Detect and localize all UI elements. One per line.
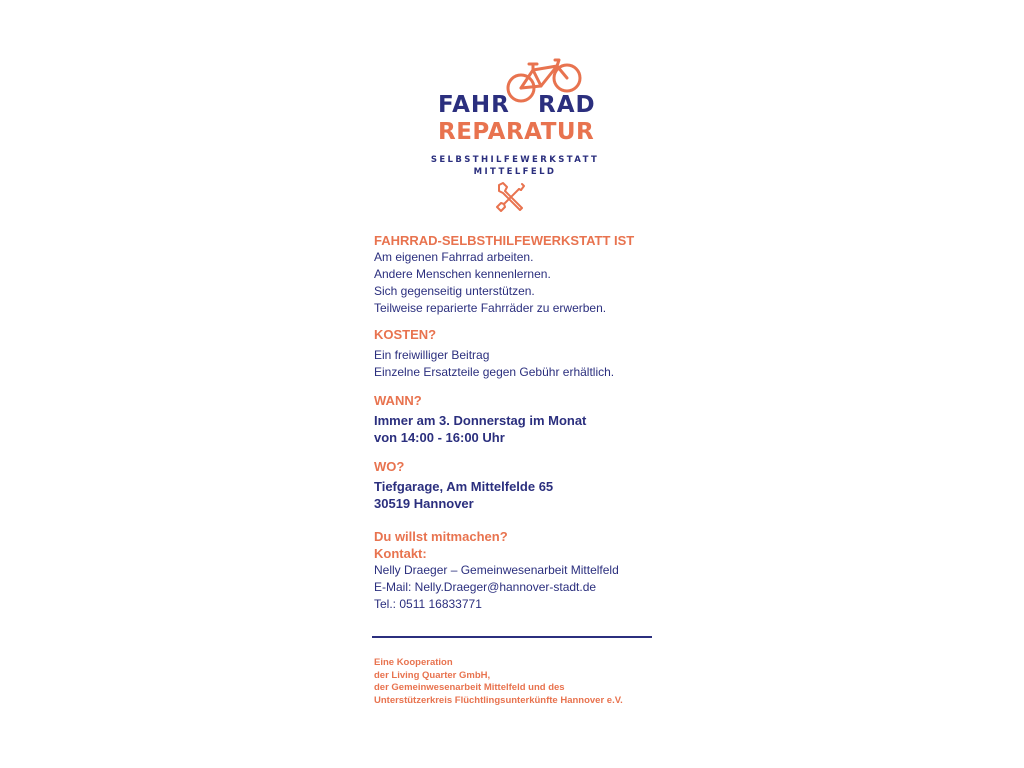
section-wann bbox=[374, 392, 586, 446]
kosten-line: Ein freiwilliger Beitrag bbox=[374, 348, 490, 362]
kosten-heading: KOSTEN? bbox=[374, 327, 437, 342]
wo-line: 30519 Hannover bbox=[374, 496, 474, 511]
kontakt-email[interactable]: E-Mail: Nelly.Draeger@hannover-stadt.de bbox=[374, 580, 597, 594]
logo-subtitle-line2: MITTELFELD bbox=[473, 167, 557, 177]
footer-line: der Living Quarter GmbH, bbox=[374, 669, 491, 681]
section-kontakt bbox=[374, 528, 619, 613]
logo-title-line2: REPARATUR bbox=[438, 119, 595, 145]
intro-line: Teilweise reparierte Fahrräder zu erwerben. bbox=[374, 301, 607, 315]
kontakt-name: Nelly Draeger – Gemeinwesenarbeit Mittelfeld bbox=[374, 563, 619, 577]
wann-line: Immer am 3. Donnerstag im Monat bbox=[374, 413, 587, 428]
logo bbox=[420, 52, 610, 217]
logo-title-rad: RAD bbox=[538, 92, 596, 118]
wann-line: von 14:00 - 16:00 Uhr bbox=[374, 430, 505, 445]
kontakt-phone: Tel.: 0511 16833771 bbox=[374, 597, 482, 611]
kontakt-heading-1: Du willst mitmachen? bbox=[374, 529, 508, 544]
logo-title-fahr: FAHR bbox=[438, 92, 510, 118]
intro-heading: FAHRRAD-SELBSTHILFEWERKSTATT IST bbox=[374, 233, 635, 248]
divider bbox=[372, 636, 652, 638]
footer-line: der Gemeinwesenarbeit Mittelfeld und des bbox=[374, 682, 565, 693]
intro-line: Andere Menschen kennenlernen. bbox=[374, 267, 551, 281]
footer-line: Unterstützerkreis Flüchtlingsunterkünfte Hannover e.V. bbox=[374, 694, 623, 706]
section-kosten bbox=[374, 326, 614, 381]
logo-subtitle-line1: SELBSTHILFEWERKSTATT bbox=[430, 155, 600, 165]
wo-line: Tiefgarage, Am Mittelfelde 65 bbox=[374, 479, 554, 494]
kontakt-heading-2: Kontakt: bbox=[374, 546, 427, 561]
intro-line: Am eigenen Fahrrad arbeiten. bbox=[374, 250, 534, 264]
wrench-screwdriver-icon bbox=[494, 180, 528, 214]
kosten-line: Einzelne Ersatzteile gegen Gebühr erhältlich. bbox=[374, 365, 615, 379]
footer-credits bbox=[374, 657, 623, 707]
intro-line: Sich gegenseitig unterstützen. bbox=[374, 284, 535, 298]
section-intro bbox=[374, 232, 634, 317]
wann-heading: WANN? bbox=[374, 393, 422, 408]
footer-line: Eine Kooperation bbox=[374, 657, 453, 668]
wo-heading: WO? bbox=[374, 459, 405, 474]
section-wo bbox=[374, 458, 553, 512]
